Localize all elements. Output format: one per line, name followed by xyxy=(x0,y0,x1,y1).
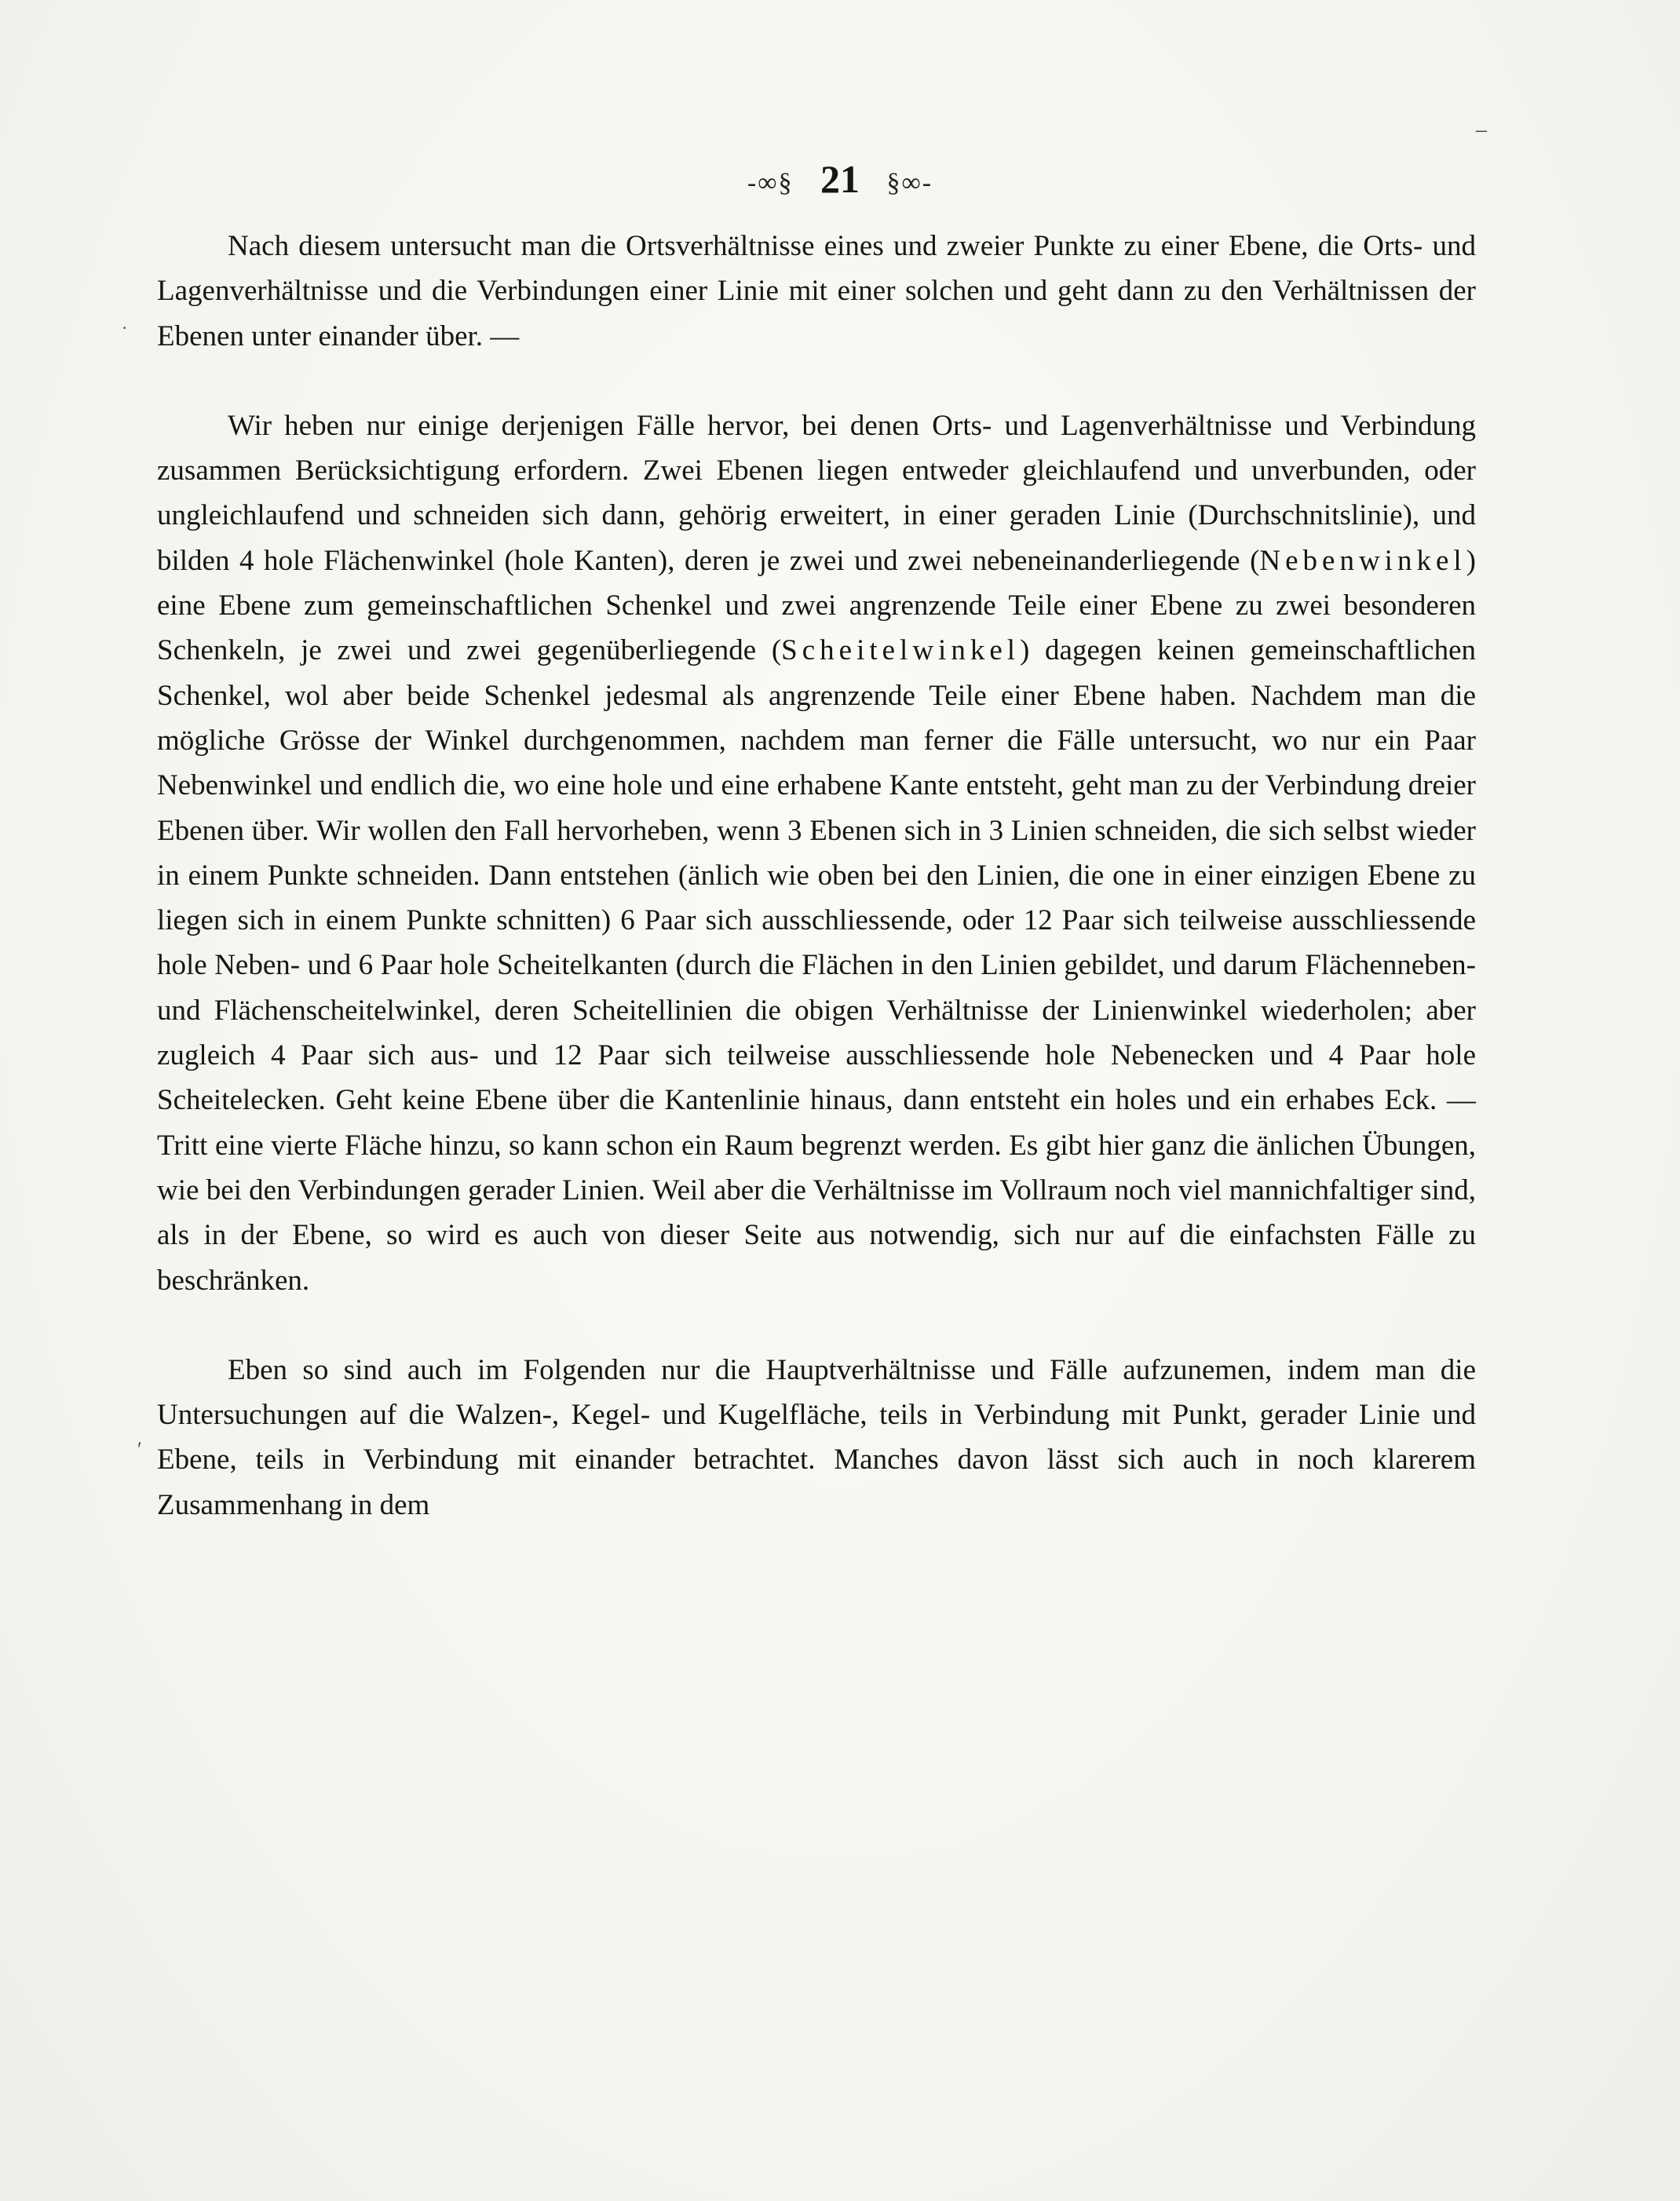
margin-tick-icon: – xyxy=(1476,118,1487,142)
page-number: 21 xyxy=(820,157,860,201)
paragraph-3: Eben so sind auch im Folgenden nur die Hauptverhältnisse und Fälle aufzunemen, indem man die Untersuchungen auf die Walzen-, Kegel- und Kugelfläche, teils in Verbindung mit Punkt, gerader Linie und Ebene, teils in Verbindung mit einander betrachtet. Manches davon lässt sich auch in noch klarerem Zusammenhang in dem xyxy=(157,1353,1476,1521)
page-header xyxy=(0,155,1680,207)
ornament-left-icon: -∞§ xyxy=(747,168,794,198)
paragraph-1: Nach diesem untersucht man die Ortsverhältnisse eines und zweier Punkte zu einer Ebene, die Orts- und Lagenverhältnisse und die Verbindungen einer Linie mit einer solchen und geht dann zu den Verhältnissen der Ebenen unter einander über. — xyxy=(157,230,1476,352)
term-scheitelwinkel: Scheitelwinkel xyxy=(781,634,1021,667)
paragraph-2-part-2: ) eine Ebene zum gemeinschaftlichen Schenkel und zwei angrenzende Teile einer Ebene zu zwei besonderen Schenkeln, je zwei und zwei gegenüberliegende ( xyxy=(157,544,1476,667)
body-text xyxy=(157,224,1476,1528)
ornament-right-icon: §∞- xyxy=(886,168,933,198)
term-nebenwinkel: Nebenwinkel xyxy=(1259,544,1466,577)
margin-dot-icon: · xyxy=(122,318,128,338)
margin-stroke-icon: ′ xyxy=(137,1438,142,1461)
paragraph-2 xyxy=(157,403,1476,1303)
paragraph-2-part-1: Wir heben nur einige derjenigen Fälle hervor, bei denen Orts- und Lagenverhältnisse und Verbindung zusammen Berücksichtigung erfordern. Zwei Ebenen liegen entweder gleichlaufend und unverbunden, oder ungleichlaufend und schneiden sich dann, gehörig erweitert, in einer geraden Linie (Durchschnitslinie), und bilden 4 hole Flächenwinkel (hole Kanten), deren je zwei und zwei nebeneinanderliegende ( xyxy=(157,409,1476,577)
paragraph-2-part-3: ) dagegen keinen gemeinschaftlichen Schenkel, wol aber beide Schenkel jedesmal als angrenzende Teile einer Ebene haben. Nachdem man die mögliche Grösse der Winkel durchgenommen, nachdem man ferner die Fälle untersucht, wo nur ein Paar Nebenwinkel und endlich die, wo eine hole und eine erhabene Kante entsteht, geht man zu der Verbindung dreier Ebenen über. Wir wollen den Fall hervorheben, wenn 3 Ebenen sich in 3 Linien schneiden, die sich selbst wieder in einem Punkte schneiden. Dann entstehen (änlich wie oben bei den Linien, die one in einer einzigen Ebene zu liegen sich in einem Punkte schnitten) 6 Paar sich ausschliessende, oder 12 Paar sich teilweise ausschliessende hole Neben- und 6 Paar hole Scheitelkanten (durch die Flächen in den Linien gebildet, und darum Flächenneben- und Flächenscheitelwinkel, deren Scheitellinien die obigen Verhältnisse der Linienwinkel wiederholen; aber zugleich 4 Paar sich aus- und 12 Paar sich teilweise ausschliessende hole Nebenecken und 4 Paar hole Scheitelecken. Geht keine Ebene über die Kantenlinie hinaus, dann entsteht ein holes und ein erhabes Eck. — Tritt eine vierte Fläche hinzu, so kann schon ein Raum begrenzt werden. Es gibt hier ganz die änlichen Übungen, wie bei den Verbindungen gerader Linien. Weil aber die Verhältnisse im Vollraum noch viel mannichfaltiger sind, als in der Ebene, so wird es auch von dieser Seite aus notwendig, sich nur auf die einfachsten Fälle zu beschränken. xyxy=(157,634,1476,1297)
